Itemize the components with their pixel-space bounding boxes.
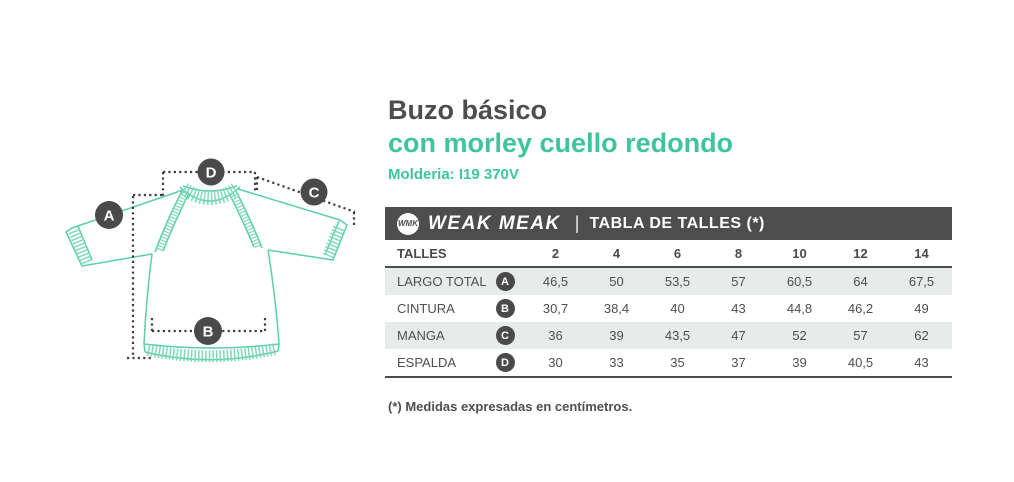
product-subtitle: con morley cuello redondo [388,128,734,158]
value-cell: 64 [853,274,868,289]
value-cell: 44,8 [786,301,813,316]
table-row-espalda [385,349,952,378]
measure-badge-c: C [496,326,515,345]
garment-diagram [58,155,364,371]
size-chart [385,207,952,378]
brand-logo-icon: WMK [397,213,419,235]
measure-badge-a: A [496,272,515,291]
product-title: Buzo básico [388,95,548,125]
table-row-manga [385,322,952,349]
row-label: MANGA [397,328,445,343]
sizes-header-row [385,240,952,268]
value-cell: 40 [670,301,685,316]
size-col: 14 [914,245,929,261]
row-label: LARGO TOTAL [397,274,487,289]
measure-badge-b: B [496,299,515,318]
row-badge-cell [485,272,525,291]
value-cell: 43 [914,355,929,370]
value-cell: 49 [914,301,929,316]
value-cell: 53,5 [664,274,691,289]
value-cell: 35 [670,355,685,370]
pattern-code: Molderia: I19 370V [388,166,519,183]
row-badge-cell [485,353,525,372]
title-block [388,94,733,183]
size-col: 10 [792,245,807,261]
value-cell: 57 [853,328,868,343]
value-cell: 57 [731,274,746,289]
size-col: 12 [853,245,868,261]
value-cell: 37 [731,355,746,370]
table-title: TABLA DE TALLES (*) [589,214,765,232]
value-cell: 30 [548,355,563,370]
value-cell: 47 [731,328,746,343]
value-cell: 33 [609,355,624,370]
row-label: CINTURA [397,301,455,316]
row-badge-cell [485,326,525,345]
value-cell: 46,5 [542,274,569,289]
value-cell: 52 [792,328,807,343]
value-cell: 60,5 [786,274,813,289]
badge-d-label: D [205,164,217,182]
value-cell: 43,5 [664,328,691,343]
value-cell: 43 [731,301,746,316]
value-cell: 39 [792,355,807,370]
brand-name: WEAK MEAK [428,212,561,234]
chart-header-bar [385,207,952,240]
size-col: 8 [734,245,743,261]
badge-c-label: C [308,184,320,202]
badge-b-label: B [202,323,214,341]
table-row-cintura [385,295,952,322]
value-cell: 38,4 [603,301,630,316]
corner-label: TALLES [397,245,447,261]
measure-badge-d: D [496,353,515,372]
row-label: ESPALDA [397,355,457,370]
header-divider: | [574,213,580,233]
row-badge-cell [485,299,525,318]
value-cell: 30,7 [542,301,569,316]
value-cell: 40,5 [847,355,874,370]
value-cell: 39 [609,328,624,343]
size-col: 2 [551,245,560,261]
size-col: 6 [673,245,682,261]
value-cell: 50 [609,274,624,289]
footnote: (*) Medidas expresadas en centímetros. [388,399,633,414]
badge-a-label: A [103,207,115,225]
value-cell: 67,5 [908,274,935,289]
value-cell: 62 [914,328,929,343]
value-cell: 36 [548,328,563,343]
size-col: 4 [612,245,621,261]
value-cell: 46,2 [847,301,874,316]
table-row-largo-total [385,268,952,295]
diagram-badges [95,159,328,346]
